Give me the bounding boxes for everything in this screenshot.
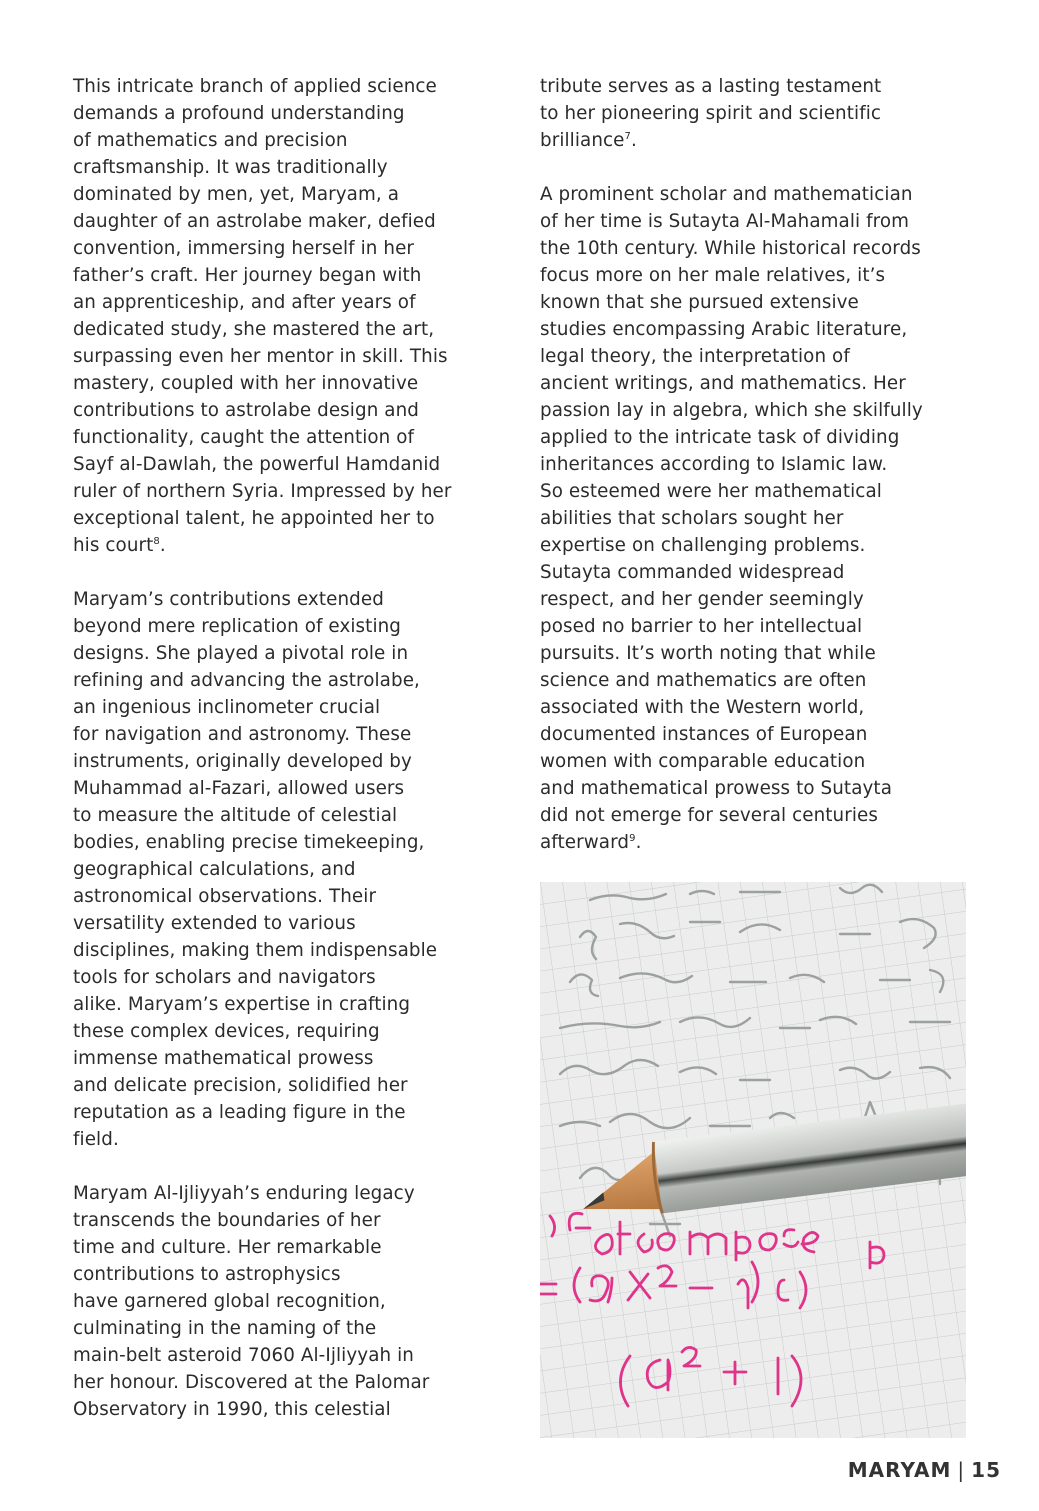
paragraph-sutayta: A prominent scholar and mathematician of her time is Sutayta Al-Mahamali from the 10th century. While historical records focus more on her male relatives, it’s known that she pursued extensive studies encompassing Arabic literature, legal theory, the interpretation of ancient writings, and mathematics. Her passion lay in algebra, which she skilfully applied to the intricate task of dividing inheritances according to Islamic law. So esteemed were her mathematical abilities that scholars sought her expertise on challenging problems. Sutayta commanded widespread respect, and her gender seemingly posed no barrier to her intellectual pursuits. It’s worth noting that while science and mathematics are often associated with the Western world, documented instances of European women with comparable education and mathematical prowess to Sutayta did not emerge for several centuries afterward$^9$. (540, 184, 923, 853)
footer-title: MARYAM (847, 1458, 952, 1482)
left-column (73, 73, 513, 1450)
footnote-ref[interactable]: 9 (629, 832, 636, 844)
math-notes-photo (540, 882, 966, 1438)
footnote-ref[interactable]: 7 (624, 130, 631, 142)
page-number: 15 (971, 1458, 1001, 1482)
photo-illustration (540, 882, 966, 1438)
paragraph-astrolabe-craft: This intricate branch of applied science demands a profound understanding of mathematics and precision craftsmanship. It was traditionally dominated by men, yet, Maryam, a daughter of an astrolabe maker, defied convention, immersing herself in her father’s craft. Her journey began with an apprenticeship, and after years of dedicated study, she mastered the art, surpassing even her mentor in skill. This mastery, coupled with her innovative contributions to astrolabe design and functionality, caught the attention of Sayf al-Dawlah, the powerful Hamdanid ruler of northern Syria. Impressed by her exceptional talent, he appointed her to his court$^8$. (73, 76, 452, 556)
right-column (540, 73, 980, 883)
paragraph-contributions: Maryam’s contributions extended beyond mere replication of existing designs. She played a pivotal role in refining and advancing the astrolabe, an ingenious inclinometer crucial for navigation and astronomy. These instruments, originally developed by Muhammad al-Fazari, allowed users to measure the altitude of celestial bodies, enabling precise timekeeping, geographical calculations, and astronomical observations. Their versatility extended to various disciplines, making them indispensable tools for scholars and navigators alike. Maryam’s expertise in crafting these complex devices, requiring immense mathematical prowess and delicate precision, solidified her reputation as a leading figure in the field. (73, 589, 438, 1150)
paragraph-legacy: Maryam Al-Ijliyyah’s enduring legacy transcends the boundaries of her time and culture. Her remarkable contributions to astrophysics have garnered global recognition, culminating in the naming of the main-belt asteroid 7060 Al-Ijliyyah in her honour. Discovered at the Palomar Observatory in 1990, this celestial (73, 1183, 430, 1420)
footer-separator: | (957, 1458, 966, 1482)
paragraph-tribute: tribute serves as a lasting testament to her pioneering spirit and scientific brilliance$^7$. (540, 76, 882, 151)
page-footer (848, 1458, 1001, 1482)
footnote-ref[interactable]: 8 (153, 535, 160, 547)
